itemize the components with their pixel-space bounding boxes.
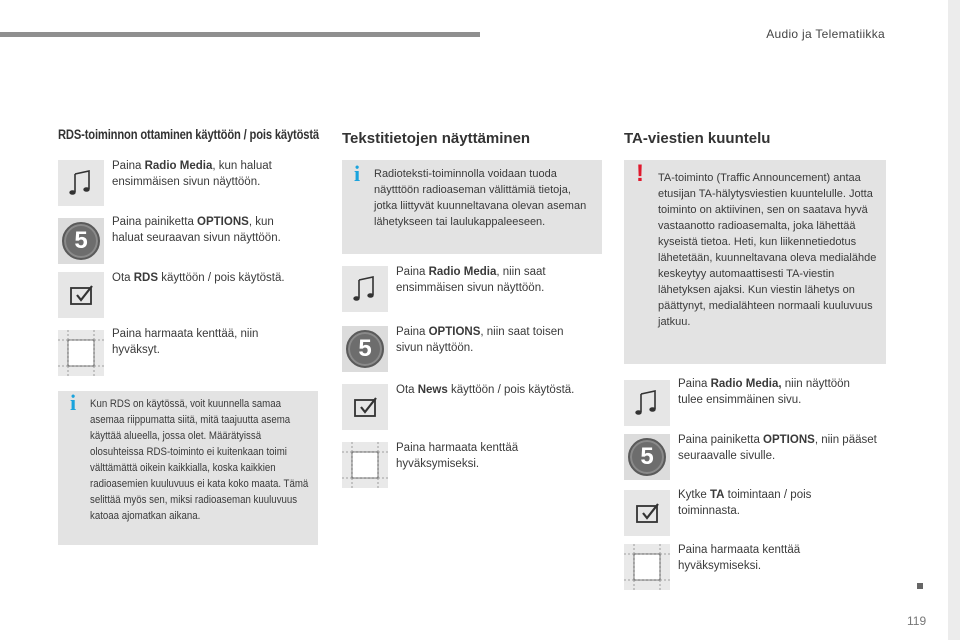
warning-icon: ! bbox=[636, 160, 644, 187]
info-icon: i bbox=[354, 161, 361, 186]
col2-step-2: Paina OPTIONS, niin saat toisen sivun näyttöön. bbox=[396, 326, 564, 354]
col1-step-number-box bbox=[58, 218, 104, 264]
page-number: 119 bbox=[907, 614, 927, 628]
col2-info-text: Radioteksti-toiminnolla voidaan tuoda näytttöön radioaseman välittämiä tietoja, jotka liittyvät kuunneltavana olevan aseman lähetykseen tai laulukappaleeseen. bbox=[374, 168, 587, 228]
step-number-badge: 5 bbox=[62, 222, 100, 260]
col1-step-3: Ota RDS käyttöön / pois käytöstä. bbox=[112, 272, 285, 284]
col2-heading: Tekstitietojen näyttäminen bbox=[342, 130, 531, 147]
col3-step-4: Paina harmaata kenttää hyväksymiseksi. bbox=[678, 544, 801, 572]
step-number-badge: 5 bbox=[346, 330, 384, 368]
confirm-grid-icon bbox=[58, 330, 104, 376]
checkbox-icon bbox=[58, 272, 104, 318]
footer-mark bbox=[917, 583, 923, 589]
col2-info-box bbox=[342, 160, 602, 254]
step-number-badge: 5 bbox=[628, 438, 666, 476]
music-note-icon bbox=[58, 160, 104, 206]
page-edge bbox=[948, 0, 960, 640]
col1-info-text: Kun RDS on käytössä, voit kuunnella samaa asemaa riippumatta siitä, mitä taajuutta asema käyttää alueella, jossa olet. Määrätyissä olosuhteissa RDS-toiminto ei kuitenkaan toimi välttämättä oikein kaikkialla, koska kaikkien radioasemien kuuluvuus ei kata koko maata. Tämä selittää myös sen, miksi radioaseman kuuluvuus katoaa ajomatkan aikana. bbox=[90, 398, 309, 522]
col1-step-1: Paina Radio Media, kun haluat ensimmäisen sivun näyttöön. bbox=[112, 160, 272, 188]
checkbox-icon bbox=[342, 384, 388, 430]
music-note-icon bbox=[342, 266, 388, 312]
col3-step-number-box bbox=[624, 434, 670, 480]
confirm-grid-icon bbox=[624, 544, 670, 590]
checkbox-icon bbox=[624, 490, 670, 536]
confirm-grid-icon bbox=[342, 442, 388, 488]
col3-heading: TA-viestien kuuntelu bbox=[624, 130, 771, 147]
col2-step-1: Paina Radio Media, niin saat ensimmäisen sivun näyttöön. bbox=[396, 266, 546, 294]
header-bar bbox=[0, 32, 480, 37]
col1-heading: RDS-toiminnon ottaminen käyttöön / pois käytöstä bbox=[58, 127, 319, 142]
col1-step-4: Paina harmaata kenttää, niin hyväksyt. bbox=[112, 328, 259, 356]
col2-step-number-box bbox=[342, 326, 388, 372]
col1-step-2: Paina painiketta OPTIONS, kun haluat seuraavan sivun näyttöön. bbox=[112, 216, 281, 244]
col2-step-3: Ota News käyttöön / pois käytöstä. bbox=[396, 384, 575, 396]
header-title: Audio ja Telematiikka bbox=[766, 27, 885, 41]
col2-step-4: Paina harmaata kenttää hyväksymiseksi. bbox=[396, 442, 519, 470]
info-icon: i bbox=[70, 390, 77, 415]
col3-warning-text: TA-toiminto (Traffic Announcement) antaa etusijan TA-hälytysviestien kuuntelulle. Jotta toiminto on aktiivinen, sen on saatava hyvä vastaanotto radioasemalta, joka lähettää kyseistä tietoa. Heti, kun liikennetiedotus lähetetään, kuunneltavana oleva medialähde keskeytyy automaattisesti TA-viestin lähetyksen ajaksi. Kun viestin lähetys on päättynyt, medialähteen normaali kuuluvuus jatkuu. bbox=[658, 172, 877, 328]
col3-step-2: Paina painiketta OPTIONS, niin pääset seuraavalle sivulle. bbox=[678, 434, 877, 462]
col3-step-1: Paina Radio Media, niin näyttöön tulee ensimmäinen sivu. bbox=[678, 378, 850, 406]
col3-warning-box bbox=[624, 160, 886, 364]
col1-info-box bbox=[58, 391, 318, 545]
col3-step-3: Kytke TA toimintaan / pois toiminnasta. bbox=[678, 489, 812, 517]
music-note-icon bbox=[624, 380, 670, 426]
